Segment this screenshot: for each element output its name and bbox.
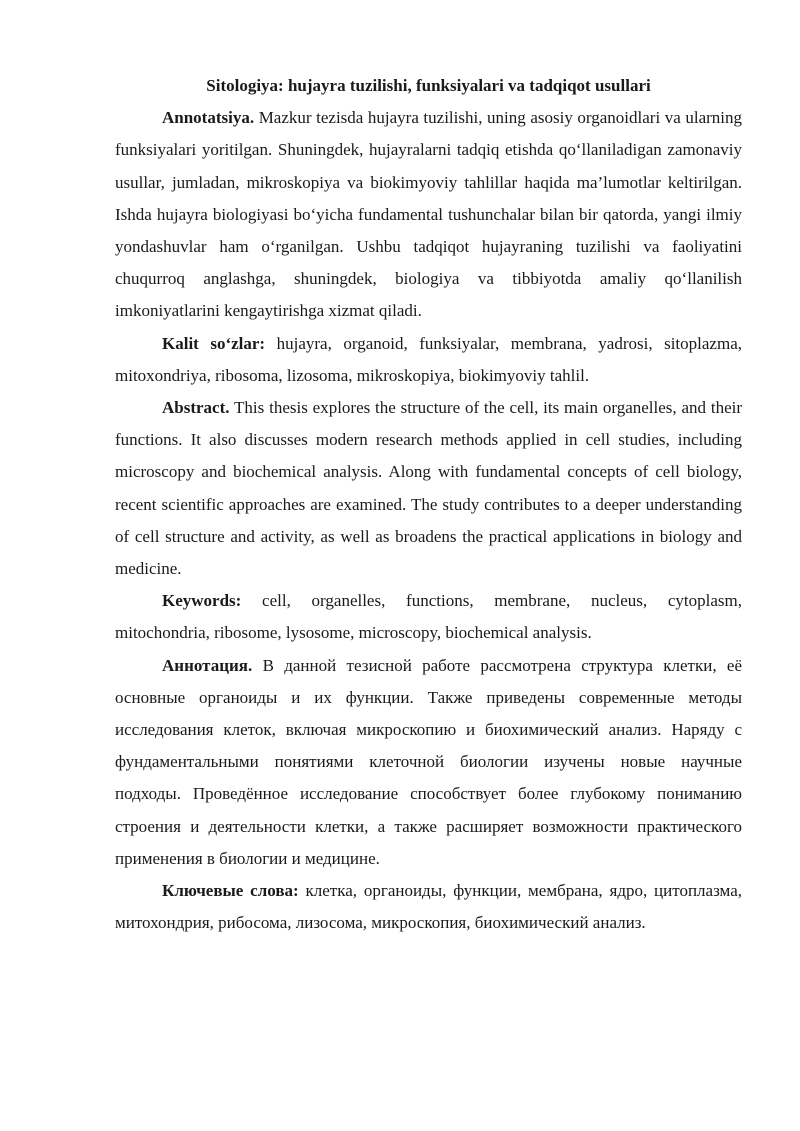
annotation-ru-text: В данной тезисной работе рассмотрена структура клетки, её основные органоиды и их функции. Также приведены современные методы исследования клеток, включая микроскопию и биохимический анализ. Наряду с фундаментальными понятиями клеточной биологии изучены новые научные подходы. Проведённое исследование способствует более глубокому пониманию строения и деятельности клетки, а также расширяет возможности практического применения в биологии и медицине. xyxy=(115,655,742,868)
abstract-en-label: Abstract. xyxy=(162,398,230,418)
annotation-uz-label: Annotatsiya. xyxy=(162,108,255,128)
keywords-ru-text: клетка, органоиды, функции, мембрана, ядро, цитоплазма, митохондрия, рибосома, лизосома, микроскопия, биохимический анализ. xyxy=(115,881,742,933)
annotation-uz-text: Mazkur tezisda hujayra tuzilishi, uning asosiy organoidlari va ularning funksiyalari yoritilgan. Shuningdek, hujayralarni tadqiq etishda qo‘llaniladigan zamonaviy usullar, jumladan, mikroskopiya va biokimyoviy tahlillar haqida ma’lumotlar keltirilgan. Ishda hujayra biologiyasi bo‘yicha fundamental tushunchalar bilan bir qatorda, yangi ilmiy yondashuvlar ham o‘rganilgan. Ushbu tadqiqot hujayraning tuzilishi va faoliyatini chuqurroq anglashga, shuningdek, biologiya va tibbiyotda amaliy qo‘llanilish imkoniyatlarini kengaytirishga xizmat qiladi. xyxy=(115,108,743,321)
keywords-en-label: Keywords: xyxy=(162,591,242,611)
document-page xyxy=(115,70,742,939)
keywords-ru-paragraph xyxy=(115,875,742,939)
keywords-en-paragraph xyxy=(115,585,742,649)
abstract-en-paragraph xyxy=(115,392,742,585)
keywords-ru-label: Ключевые слова: xyxy=(162,881,299,901)
annotation-ru-paragraph xyxy=(115,650,742,875)
keywords-uz-label: Kalit so‘zlar: xyxy=(162,333,266,353)
annotation-uz-paragraph xyxy=(115,102,742,327)
abstract-en-text: This thesis explores the structure of the cell, its main organelles, and their functions. It also discusses modern research methods applied in cell studies, including microscopy and biochemical analysis. Along with fundamental concepts of cell biology, recent scientific approaches are examined. The study contributes to a deeper understanding of cell structure and activity, as well as broadens the practical applications in biology and medicine. xyxy=(115,398,742,579)
keywords-uz-paragraph xyxy=(115,328,742,392)
annotation-ru-label: Аннотация. xyxy=(162,655,253,675)
document-title: Sitologiya: hujayra tuzilishi, funksiyalari va tadqiqot usullari xyxy=(206,76,651,95)
keywords-uz-text: hujayra, organoid, funksiyalar, membrana, yadrosi, sitoplazma, mitoxondriya, ribosoma, lizosoma, mikroskopiya, biokimyoviy tahlil. xyxy=(115,333,742,385)
keywords-en-text: cell, organelles, functions, membrane, nucleus, cytoplasm, mitochondria, ribosome, lysosome, microscopy, biochemical analysis. xyxy=(115,591,742,643)
